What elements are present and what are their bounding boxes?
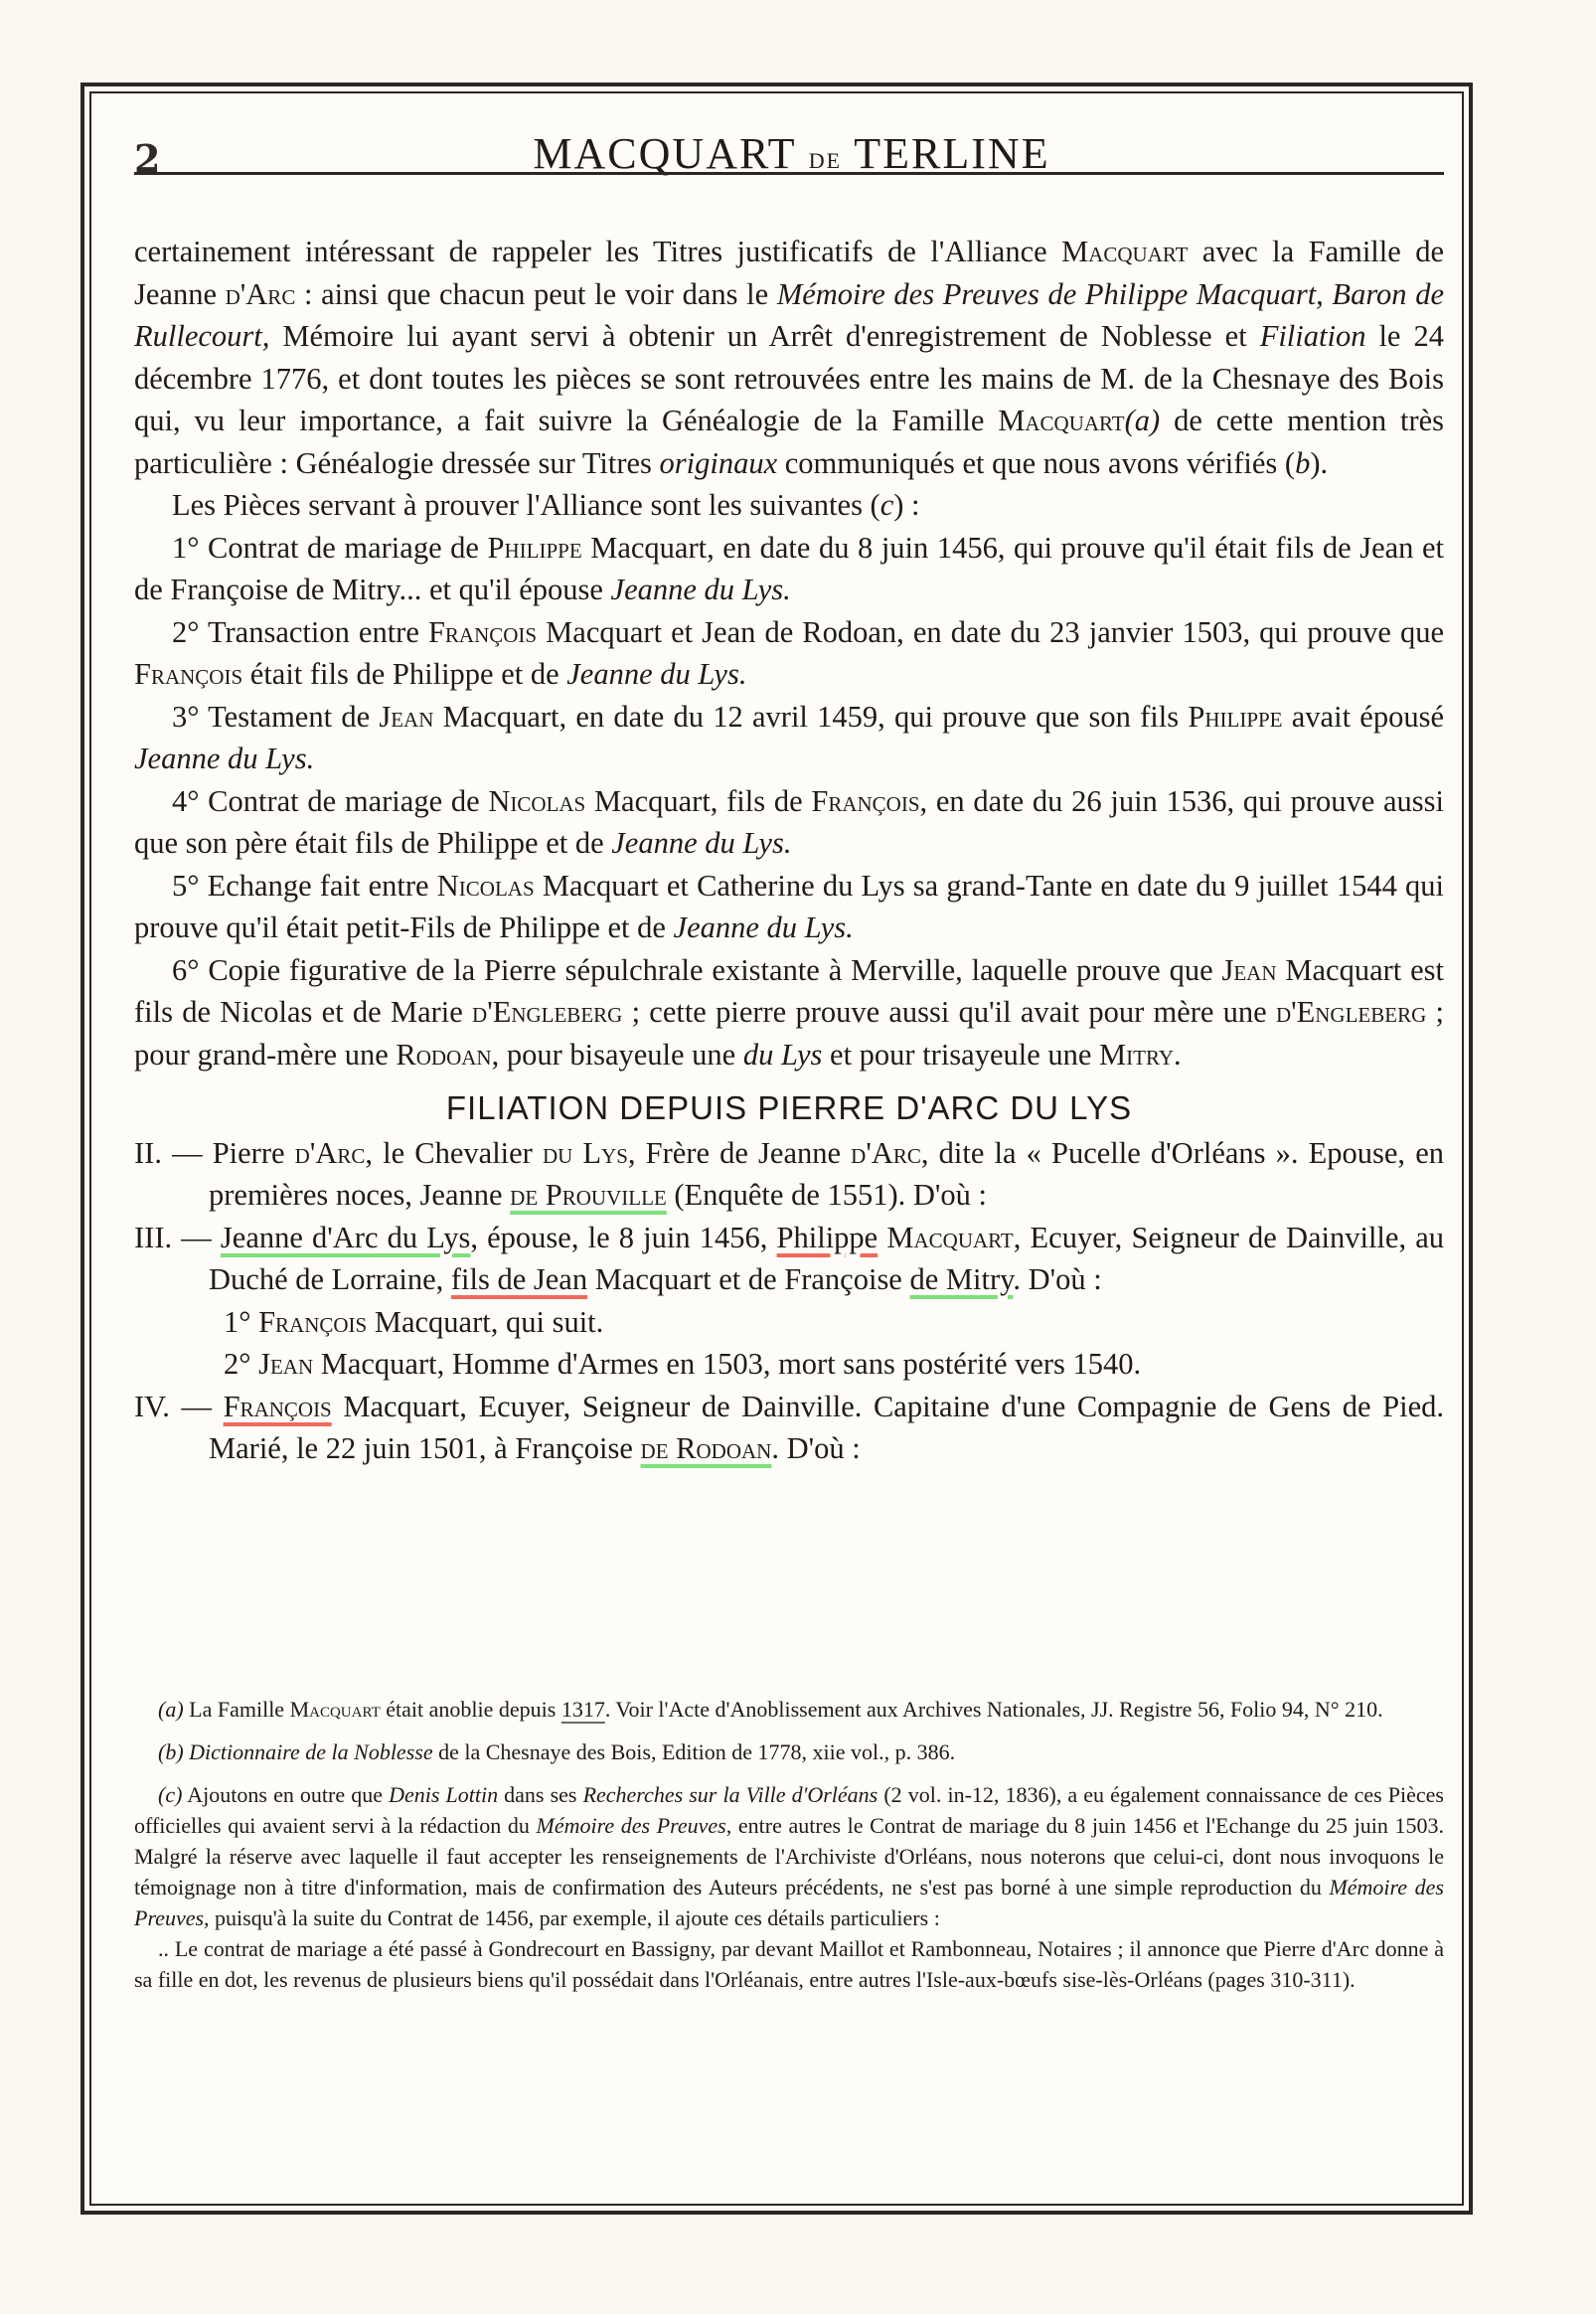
footnote-c-quote: .. Le contrat de mariage a été passé à Gondrecourt en Bassigny, par devant Maillot et Rambonneau, Notaires ; il annonce que Pierre d'Arc donne à sa fille en dot, les revenus de plusieurs biens qu'il possédait dans l'Orléanais, entre autres l'Isle-aux-bœufs sise-lès-Orléans (pages 310-311).	[134, 1936, 1444, 1992]
piece-item: 1° Contrat de mariage de Philippe Macquart, en date du 8 juin 1456, qui prouve qu'il était fils de Jean et de Françoise de Mitry... et qu'il épouse Jeanne du Lys.	[134, 530, 1444, 606]
footnote-c: (c) Ajoutons en outre que Denis Lottin dans ses Recherches sur la Ville d'Orléans (2 vol. in-12, 1836), a eu également connaissance de ces Pièces officielles qui avaient servi à la rédaction du Mémoire des Preuves, entre autres le Contrat de mariage du 8 juin 1456 et l'Echange du 25 juin 1503. Malgré la réserve avec laquelle il faut accepter les renseignements de l'Archiviste d'Orléans, nous noterons que celui-ci, dont nous invoquons le témoignage non à titre d'information, mais de confirmation des Auteurs précédents, ne s'est pas borné à une simple reproduction du Mémoire des Preuves, puisqu'à la suite du Contrat de 1456, par exemple, il ajoute ces détails particuliers :	[134, 1782, 1444, 1930]
footnote-b: (b) Dictionnaire de la Noblesse de la Chesnaye des Bois, Edition de 1778, xiie vol., p. 386.	[158, 1739, 956, 1764]
child-entry: 2° Jean Macquart, Homme d'Armes en 1503, mort sans postérité vers 1540.	[224, 1347, 1142, 1381]
generation-entry-4: IV. — François Macquart, Ecuyer, Seigneur de Dainville. Capitaine d'une Compagnie de Gens de Pied. Marié, le 22 juin 1501, à Françoise de Rodoan. D'où :	[134, 1389, 1444, 1465]
piece-item: 3° Testament de Jean Macquart, en date du 12 avril 1459, qui prouve que son fils Philippe avait épousé Jeanne du Lys.	[134, 699, 1444, 775]
running-head-title-2: TERLINE	[854, 129, 1050, 178]
footnote-a: (a) La Famille Macquart était anoblie depuis 1317. Voir l'Acte d'Anoblissement aux Archives Nationales, JJ. Registre 56, Folio 94, N° 210.	[158, 1697, 1383, 1722]
page-border-outer	[80, 83, 1473, 2215]
section-title: FILIATION DEPUIS PIERRE D'ARC DU LYS	[445, 1089, 1133, 1126]
running-head-particle: de	[808, 139, 843, 175]
green-underline-annotation: de Mitry	[909, 1262, 1014, 1296]
green-underline-annotation: de Prouville	[510, 1178, 667, 1212]
generation-number: IV. —	[134, 1389, 224, 1423]
header-rule	[134, 172, 1444, 175]
paragraph-pieces-intro: Les Pièces servant à prouver l'Alliance sont les suivantes (c) :	[172, 488, 920, 522]
generation-number: II. —	[134, 1135, 213, 1170]
piece-item: 5° Echange fait entre Nicolas Macquart et Catherine du Lys sa grand-Tante en date du 9 juillet 1544 qui prouve qu'il était petit-Fils de Philippe et de Jeanne du Lys.	[134, 868, 1444, 944]
green-underline-annotation: de Rodoan	[640, 1431, 772, 1465]
page-number: 2	[134, 136, 161, 181]
generation-entry-3: III. — Jeanne d'Arc du Lys, épouse, le 8 juin 1456, Philippe Macquart, Ecuyer, Seigneur de Dainville, au Duché de Lorraine, fils de Jean Macquart et de Françoise de Mitry. D'où :	[134, 1220, 1444, 1296]
footnote-ref-a: (a)	[1124, 404, 1161, 437]
footnotes	[134, 1694, 1444, 2007]
pencil-underline-annotation: 1317	[560, 1697, 605, 1722]
red-underline-annotation: François	[223, 1389, 332, 1423]
red-underline-annotation: Philippe	[776, 1220, 878, 1254]
footnote-ref-b: b	[1295, 445, 1311, 480]
child-entry: 1° François Macquart, qui suit.	[224, 1304, 604, 1339]
piece-item: 4° Contrat de mariage de Nicolas Macquart, fils de François, en date du 26 juin 1536, qui prouve aussi que son père était fils de Philippe et de Jeanne du Lys.	[134, 783, 1444, 860]
red-underline-annotation: fils de Jean	[450, 1262, 588, 1296]
footnote-ref-c: c	[879, 488, 894, 522]
generation-number: III. —	[134, 1220, 221, 1254]
piece-item: 6° Copie figurative de la Pierre sépulchrale existante à Merville, laquelle prouve que Jean Macquart est fils de Nicolas et de Marie d'Engleberg ; cette pierre prouve aussi qu'il avait pour mère une d'Engleberg ; pour grand-mère une Rodoan, pour bisayeule une du Lys et pour trisayeule une Mitry.	[134, 952, 1444, 1072]
page-header	[134, 114, 1449, 194]
paragraph-intro: certainement intéressant de rappeler les Titres justificatifs de l'Alliance Macquart avec la Famille de Jeanne d'Arc : ainsi que chacun peut le voir dans le Mémoire des Preuves de Philippe Macquart, Baron de Rullecourt, Mémoire lui ayant servi à obtenir un Arrêt d'enregistrement de Noblesse et Filiation le 24 décembre 1776, et dont toutes les pièces se sont retrouvées entre les mains de M. de la Chesnaye des Bois qui, vu leur importance, a fait suivre la Généalogie de la Famille Macquart(a) de cette mention très particulière : Généalogie dressée sur Titres originaux communiqués et que nous avons vérifiés (b).	[134, 235, 1445, 480]
green-underline-annotation: Jeanne d'Arc du Lys	[220, 1220, 471, 1254]
generation-entry-2: II. — Pierre d'Arc, le Chevalier du Lys, Frère de Jeanne d'Arc, dite la « Pucelle d'Orléans ». Epouse, en premières noces, Jeanne de Prouville (Enquête de 1551). D'où :	[134, 1135, 1444, 1212]
running-head-title: MACQUART	[533, 129, 796, 178]
piece-item: 2° Transaction entre François Macquart et Jean de Rodoan, en date du 23 janvier 1503, qui prouve que François était fils de Philippe et de Jeanne du Lys.	[134, 614, 1444, 691]
main-text	[134, 231, 1444, 1470]
